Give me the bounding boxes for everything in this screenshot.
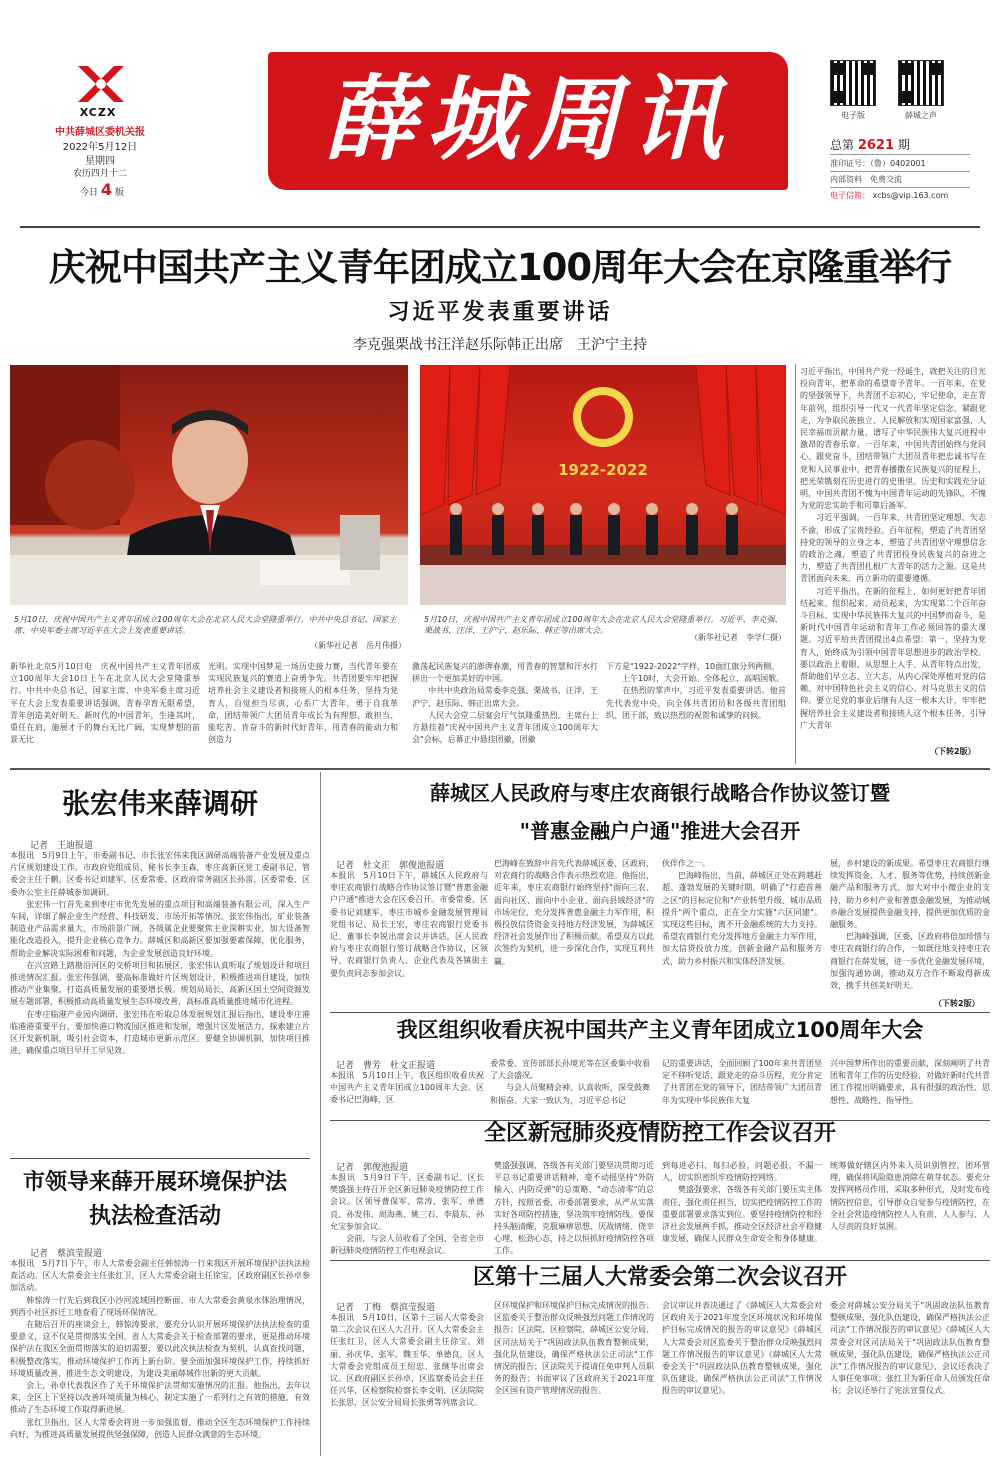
- covid-body-col4: 统筹做好辖区内外来人员识别管控，团环管理，确保将风险隐患消除在萌芽状态。要充分发挥网格员作用，采取多种形式，及时发布疫情防控信息，引导群众自觉参与疫情防控，在全社会营造疫情防控人人有责、人人参与、人人尽责的良好氛围。: [830, 1161, 990, 1232]
- lead-photo-speaker-credit: （新华社记者 岳月伟摄）: [310, 641, 406, 650]
- bank-headline-line2: "普惠金融户户通"推进大会召开: [519, 819, 801, 843]
- lunar-date: 农历四月十二: [72, 169, 127, 179]
- covid-byline: 记者 郭俊池报道: [336, 1163, 409, 1173]
- youth-body-col2: 委常委、宣传部部长孙境光等在区委集中收看了大会盛况。 与会人员聚精会神、认真收听，深受鼓舞和振奋。大家一致认为，习近平总书记: [490, 1059, 650, 1105]
- qr-label-epaper: 电子版: [841, 111, 865, 120]
- page-count: [62, 180, 142, 199]
- npc-body-col4: 委会对薛城公安分局关于"巩固政法队伍教育整顿成果，强化队伍建设，确保严格执法公正司法"工作情况报告的审议意见》《薛城区人大常委会对区司法局关于"巩固政法队伍教育整顿成果，强化队伍建设，确保严格执法公正司法"工作情况报告的审议意见》，会议还表决了人事任免事项；张红卫为新任命人员颁发任命书；会议还举行了宪法宣誓仪式。: [830, 1301, 990, 1396]
- npc-byline: 记者 丁梅 蔡滨莹报道: [336, 1303, 436, 1313]
- logo-icon: [70, 62, 128, 106]
- weekday: 星期四: [85, 156, 115, 167]
- covid-body-col1: 本报讯 5月9日下午，区委副书记、区长樊盛强主持召开全区新冠肺炎疫情防控工作会议。区领导曹保军、常涛、张军、单德良、孙发伟、周海燕、姚三石、李晨东、孙允宝参加会议。 会前，与会人员收看了全国、全省全市新冠肺炎疫情防控工作电视会议。: [330, 1173, 484, 1256]
- lead-photo-speaker: [10, 365, 408, 605]
- covid-headline: 全区新冠肺炎疫情防控工作会议召开: [483, 1121, 836, 1146]
- masthead: [0, 0, 1000, 232]
- youth-body-col4: 兴中国梦所作出的重要贡献，深刻阐明了共青团和青年工作的历史经验，对做好新时代共青团工作提出明确要求，具有很强的政治性、思想性、战略性、指导性。: [830, 1059, 990, 1105]
- covid-body-col3: 到每进必扫，每扫必验，问题必报，不漏一人，切实织密织牢疫情防控网络。 樊盛强要求，各级各有关部门要压实主体责任，强化责任担当，切实把疫情防控工作的重要部署要求落实到位。要坚持疫情防控和经济社会发展两手抓，推动全区经济社会平稳健康发展，确保人民群众生命安全和身体健康。: [662, 1161, 822, 1244]
- qr-code-epaper[interactable]: [830, 60, 876, 106]
- lead-attendees: 李克强栗战书汪洋赵乐际韩正出席 王沪宁主持: [353, 337, 647, 353]
- email-address[interactable]: xcbs@vip.163.com: [872, 191, 949, 200]
- youth-body-col1: 本报讯 5月10日上午，我区组织收看庆祝中国共产主义青年团成立100周年大会。区委书记巴海峰，区: [330, 1071, 484, 1105]
- qr-label-voice: 薛城之声: [905, 111, 937, 120]
- issue-prefix: 总第: [830, 138, 855, 152]
- page-count-suffix: 版: [114, 188, 124, 198]
- covid-body-col2: 樊盛强强调，各级各有关部门要坚决贯彻习近平总书记重要讲话精神，毫不动摇坚持"外防输入、内防反弹"的总策略、"动态清零"的总方针，按照省委、市委部署要求，从严从实落实好各项防控措施，坚决筑牢疫情防线。要保持头脑清醒，克服麻痹思想、厌战情绪、侥幸心理、松劲心态，持之以恒抓好疫情防控各项工作。: [494, 1161, 654, 1256]
- lead-headline: 庆祝中国共产主义青年团成立100周年大会在京隆重举行: [48, 246, 952, 289]
- zhang-headline: 张宏伟来薛调研: [61, 787, 258, 820]
- issue-number: [830, 136, 910, 153]
- email-label: 电子信箱：: [830, 191, 870, 200]
- issue-suffix: 期: [897, 138, 910, 152]
- title-block: [268, 52, 788, 190]
- permit-number: 准印证号：（鲁）0402001: [830, 159, 926, 168]
- newspaper-title: 薛城周讯: [323, 65, 732, 173]
- stage-banner-year: 1922-2022: [558, 461, 648, 479]
- lead-jump-note: （下转2版）: [930, 747, 976, 756]
- bank-body-col4: 展，乡村建设的新成果。希望枣庄农商银行继续发挥资金、人才、服务等优势，持续创新金融产品和服务方式，加大对中小微企业的支持，助力乡村产业和普惠金融发展，为推动城乡融合发展提供金融支持，提供更加优质的金融服务。 巴海峰强调，区委、区政府将倍加珍惜与枣庄农商银行的合作，一如既往地支持枣庄农商银行在薛发展，进一步优化金融发展环境，加强沟通协调，推动双方合作不断取得新成效，携手共创美好明天。: [830, 859, 990, 991]
- bank-body-col3: 伙伴作之一。 巴海峰指出，当前，薛城区正处在跨越赶超、蓬勃发展的关键时期，明确了"打造首善之区"的目标定位和"产业转型升级、城市品质提升"两个重点，正在全力实施"六区同建"。实现这些目标，离不开金融系统的大力支持。希望农商银行充分发挥地方金融主力军作用，加大信贷投放力度，创新金融产品和服务方式，助力乡村振兴和实体经济发展。: [662, 859, 822, 966]
- lead-body-col3: 激荡起民族复兴的澎湃春潮，用青春的智慧和汗水打拼出一个更加美好的中国。 中共中央政治局常委李克强、栗战书、汪洋、王沪宁、赵乐际、韩正出席大会。 人民大会堂二层宴会厅气氛隆重热烈。主席台上方悬挂着"庆祝中国共产主义青年团成立100周年大会"会标，后幕正中悬挂团徽，团徽: [412, 662, 598, 745]
- bank-byline: 记者 杜文正 郭俊池报道: [336, 861, 445, 871]
- bank-jump-note: （下转2版）: [934, 999, 980, 1008]
- lead-body-col4: 下方是"1922-2022"字样，10面红旗分列两侧。 上午10时，大会开始。全体起立，高唱国歌。 在热烈的掌声中，习近平发表重要讲话。他首先代表党中央，向全体共青团员和各级共青团组织、团干部，致以热烈的祝贺和诚挚的问候。: [606, 662, 786, 720]
- youth-body-col3: 记的重要讲话，全面回顾了100年来共青团坚定不移听党话、跟党走的奋斗历程，充分肯定了共青团在党的领导下，团结带领广大团员青年为实现中华民族伟大复: [662, 1059, 822, 1105]
- bank-headline-line1: 薛城区人民政府与枣庄农商银行战略合作协议签订暨: [430, 781, 890, 805]
- youth-byline: 记者 曹芳 杜文正报道: [336, 1061, 436, 1071]
- page-count-number: 4: [100, 180, 113, 199]
- issue-num: 2621: [857, 138, 895, 153]
- env-byline: 记者 蔡滨莹报道: [30, 1249, 103, 1259]
- zhang-body: 本报讯 5月9日上午，市委副书记、市长张宏伟来我区调研高端装备产业发展及重点片区规划建设工作。市政府党组成员、秘书长李玉森，枣庄高新区党工委副书记、管委会主任于鹏，区委书记刘建军，区委常委、区政府常务副区长孙雷，区委常委、区委办公室主任薛城参加调研。 张宏伟一行首先来到枣庄市优先发展的重点项目和高端装备有限公司，深入生产车间，详细了解企业生产经营、科技研发、市场开拓等情况。张宏伟指出，矿业装备制造业产品需求量大，市场前景广阔，各级属企业要聚焦主业深耕实业，加大设备智能化改造投入，提升企业核心竞争力。薛城区和高新区要加强要素保障，优化服务，帮助企业解决实际困难和问题，为企业发展创造良好环境。 在兴宜路上踏勘沿河区的交桥项目和拓展区，张宏伟认真听取了规划设计和项目推进情况汇报。张宏伟强调，要高标准做好片区规划设计，积极推进项目建设，加快推动产业集聚，打造高质量发展的重要增长极。规划局局长、高新区国土空间资源发展专题部署，积极推动高质量发展生态环境改善，高标准高质量推进城市化进程。 在枣庄临港产业园内调研，张宏伟在听取总体发展规划汇报后指出，建设枣庄港临港港重要平台，要加快港口物流园区推进和发展，增强片区发展活力，探索建立片区开发新机制，吸引社会资本，打造城市更新示范区。要健全协调机制，加快项目推进，确保重点项目早开工早见效。: [10, 851, 310, 1056]
- lead-body-right: 习近平指出，中国共产党一经诞生，就把关注的目光投向青年，把革命的希望寄予青年。一百年来，在党的坚强领导下，共青团不忘初心，牢记使命，走在青年前列，组织引导一代又一代青年坚定信念、紧跟党走，为争取民族独立、人民解放和实现国家富强、人民幸福而贡献力量，谱写了中华民族伟大复兴进程中激昂的青春乐章。一百年来，中国共青团始终与党同心、跟党奋斗，团结带领广大团员青年把忠诚书写在党和人民事业中，把青春播撒在民族复兴的征程上，把光荣镌刻在历史进行的史册里。历史和实践充分证明，中国共青团不愧为中国青年运动的先锋队，不愧为党的忠实助手和可靠后备军。 习近平强调，一百年来，共青团坚定理想、矢志不渝，形成了宝贵经验。百年征程，塑造了共青团坚持党的领导的立身之本，塑造了共青团坚守理想信念的政治之魂，塑造了共青团投身民族复兴的奋进之力，塑造了共青团扎根广大青年的活力之源。这是共青团面向未来、再立新功的重要遵循。 习近平指出，在新的征程上，如何更好把青年团结起来、组织起来、动员起来，为实现第二个百年奋斗目标、实现中华民族伟大复兴的中国梦而奋斗，是新时代中国青年运动和青年工作必须回答的重大课题。习近平给共青团提出4点希望：第一，坚持为党育人，始终成为引领中国青年思想进步的政治学校。要以政治上着眼、从思想上入手、从青年特点出发，帮助他们早立志、立大志，从内心深处厚植对党的信赖、对中国特色社会主义的信心、对马克思主义的信仰。要立足党的事业后继有人这一根本大计，牢牢把握培养社会主义建设者和接班人这个根本任务，引导广大青年: [800, 367, 986, 730]
- qr-code-voice[interactable]: [898, 60, 944, 106]
- zhang-byline: 记者 王迪报道: [30, 841, 94, 851]
- bank-body-col2: 巴海峰在致辞中首先代表薛城区委、区政府，对农商行的战略合作表示热烈欢迎。他指出，近年来，枣庄农商银行始终坚持"面向三农、面向社区、面向中小企业、面向县域经济"的市场定位，充分发挥普惠金融主力军作用，积极投放信贷资金支持地方经济发展，为薛城区经济社会发展作出了积极贡献。希望双方以此次签约为契机，进一步深化合作，实现互利共赢。: [494, 859, 654, 966]
- lead-photo-speaker-caption: 5月10日，庆祝中国共产主义青年团成立100周年大会在北京人民大会堂隆重举行。中共中央总书记、国家主席、中央军委主席习近平在大会上发表重要讲话。: [14, 615, 397, 635]
- lead-subheadline: 习近平发表重要讲话: [387, 300, 613, 325]
- npc-body-col2: 区环境保护和环境保护目标完成情况的报告；区监委关于整治群众反映强烈问题工作情况的报告；区法院、区检察院、薛城区公安分局、区司法局关于"巩固政法队伍教育整顿成果，强化队伍建设，确保严格执法公正司法"工作情况的报告；区法院关于提请任免审判人员职务的报告；书面审议了区政府关于2021年度全区国有资产管理情况的报告。: [494, 1301, 654, 1396]
- npc-body-col3: 会议审议并表决通过了《薛城区人大常委会对区政府关于2021年度全区环境状况和环境保护目标完成情况的报告的审议意见》《薛城区人大常委会对区监委关于整治群众反映强烈问题工作情况报告的审议意见》《薛城区人大常委会关于"巩固政法队伍教育整顿成果，强化队伍建设，确保严格执法公正司法"工作情况报告的审议意见》。: [662, 1301, 822, 1396]
- issue-date: 2022年5月12日: [62, 142, 138, 153]
- npc-headline: 区第十三届人大常委会第二次会议召开: [472, 1265, 847, 1290]
- bank-body-col1: 本报讯 5月10日下午，薛城区人民政府与枣庄农商银行战略合作协议签订暨"普惠金融户户通"推进大会在区委召开。市委常委、区委书记刘建军，枣庄市城乡金融发展管理局党组书记、局长王宏，枣庄农商银行党委书记、董事长李锐出席会议并讲话，区人民政府与枣庄农商银行签订战略合作协议，区领导、农商银行负责人、企业代表及各镇街主要负责同志参加会议。: [330, 871, 488, 978]
- email-line: [830, 190, 948, 201]
- lead-photo-stage-credit: （新华社记者 李学仁摄）: [690, 633, 786, 642]
- env-body: 本报讯 5月7日下午，市人大常委会副主任韩惊涛一行来我区开展环境保护法执法检查活动。区人大常委会主任张红卫，区人大常委会副主任徐宝，区政府副区长孙卓参加活动。 韩惊涛一行先后到我区小沙河流域国控断面、市人大常委会黄泉水体治理情况，到西小社区拆迁工地查看了现场环保情况。 在随后召开的座谈会上，韩惊涛要求，要充分认识开展环境保护法执法检查的重要意义，这不仅是贯彻落实全国、省人大常委会关于检查部署的要求，更是推动环境保护法在我区全面贯彻落实的迫切需要，要以此次执法检查为契机，认真查找问题，积极整改落实，推动环境保护工作再上新台阶。要全面加强环境保护工作，持续抓好环境质量改善，推进生态文明建设，为建设美丽薛城作出新的更大贡献。 会上，孙卓代表我区作了关于环境保护法贯彻实施情况的汇报。他指出，去年以来，全区上下坚持以改善环境质量为核心，制定实施了一系列行之有效的措施，有效推动了生态环境工作取得新进展。 张红卫指出，区人大常委会将进一步加强监督，推动全区生态环境保护工作持续向好，为推进高质量发展提供坚强保障，创造人民群众满意的生态环境。: [10, 1259, 310, 1439]
- npc-body-col1: 本报讯 5月10日，区第十三届人大常委会第二次会议在区人大召开。区人大常委会主任张红卫，区人大常委会副主任徐宝、刘丽、孙庆华、张军，魏玉华、单德良，区人大常委会党组成员王绍忠、张继华出席会议。区政府副区长孙卓，区监察委员会主任任兴华，区检察院检察长李文明，区法院院长张思，区公安分局局长张勇等列席会议。: [330, 1313, 484, 1408]
- lead-photo-stage-caption: 5月10日，庆祝中国共产主义青年团成立100周年大会在北京人民大会堂隆重举行。习近平、李克强、栗战书、汪洋、王沪宁、赵乐际、韩正等出席大会。: [424, 615, 783, 635]
- env-headline: 市领导来薛开展环境保护法执法检查活动: [22, 1170, 287, 1229]
- youth-headline: 我区组织收看庆祝中国共产主义青年团成立100周年大会: [396, 1018, 924, 1042]
- lead-photo-stage: [420, 365, 786, 605]
- internal-note: 内部资料 免费交流: [830, 175, 902, 184]
- lead-body-col2: 光明。实现中国梦是一场历史接力赛，当代青年要在实现民族复兴的赛道上奋勇争先。共青团要牢牢把握培养社会主义建设者和接班人的根本任务，坚持为党育人，自觉担当尽责，心系广大青年，勇于自我革命，团结带领广大团员青年成长为有理想、敢担当、能吃苦、肯奋斗的新时代好青年，用青春的能动力和创造力: [208, 662, 398, 745]
- lead-body-col1: 新华社北京5月10日电 庆祝中国共产主义青年团成立100周年大会10日上午在北京人民大会堂隆重举行。中共中央总书记、国家主席、中央军委主席习近平在大会上发表重要讲话强调，青春孕育无限希望，青年创造美好明天。新时代的中国青年，生逢其时，重任在肩，施展才干的舞台无比广阔，实现梦想的前景无比: [10, 662, 200, 745]
- logo-text: XCZX: [79, 106, 117, 119]
- org-name: 中共薛城区委机关报: [55, 127, 145, 138]
- page-count-prefix: 今日: [80, 188, 99, 198]
